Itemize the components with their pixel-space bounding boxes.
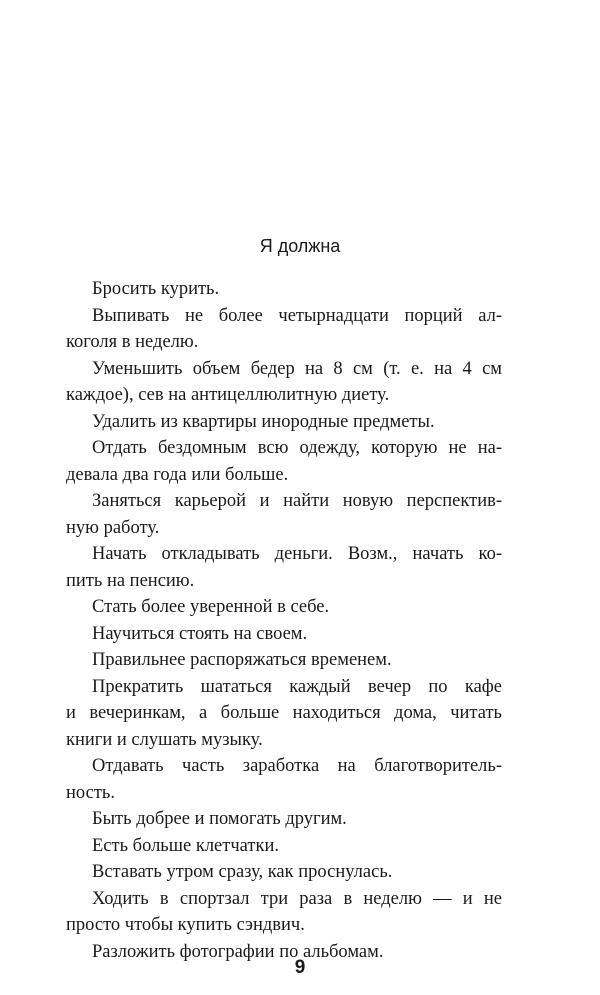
- resolution-item: [66, 356, 502, 409]
- resolution-item: [66, 647, 502, 674]
- text-line: Заняться карьерой и найти новую перспектив-: [92, 491, 502, 511]
- resolution-item: [66, 886, 502, 939]
- resolution-item: [66, 859, 502, 886]
- text-line: Правильнее распоряжаться временем.: [92, 650, 392, 670]
- text-line: Отдать бездомным всю одежду, которую не на-: [92, 438, 502, 458]
- text-line: Уменьшить объем бедер на 8 см (т. е. на 4 см: [92, 358, 502, 379]
- resolution-item: [66, 276, 502, 303]
- text-line: Научиться стоять на своем.: [92, 623, 308, 644]
- text-line: Стать более уверенной в себе.: [92, 597, 330, 617]
- resolution-item: [66, 409, 502, 436]
- text-line: и вечеринкам, а больше находиться дома, читать: [66, 703, 502, 723]
- section-heading: Я должна: [259, 236, 341, 256]
- text-line: Начать откладывать деньги. Возм., начать ко-: [92, 544, 502, 564]
- resolution-item: [66, 488, 502, 541]
- text-line: Быть добрее и помогать другим.: [92, 809, 347, 829]
- text-line: Прекратить шататься каждый вечер по кафе: [92, 676, 502, 697]
- page-number: 9: [294, 957, 306, 978]
- resolution-item: [66, 594, 502, 621]
- text-line: Выпивать не более четырнадцати порций ал-: [92, 305, 502, 326]
- text-line: каждое), сев на антицеллюлитную диету.: [66, 385, 390, 405]
- text-line: ность.: [66, 782, 115, 803]
- resolution-item: [66, 435, 502, 488]
- resolution-item: [66, 674, 502, 754]
- text-line: пить на пенсию.: [66, 570, 195, 591]
- resolution-list: [66, 276, 502, 965]
- resolution-item: [66, 806, 502, 833]
- text-line: девала два года или больше.: [66, 464, 289, 485]
- text-line: Вставать утром сразу, как проснулась.: [92, 862, 393, 882]
- text-line: просто чтобы купить сэндвич.: [66, 915, 305, 935]
- text-line: коголя в неделю.: [66, 332, 199, 352]
- resolution-item: [66, 833, 502, 860]
- text-line: Есть больше клетчатки.: [92, 835, 279, 856]
- resolution-item: [66, 621, 502, 648]
- resolution-item: [66, 303, 502, 356]
- text-line: книги и слушать музыку.: [66, 729, 263, 750]
- text-line: Ходить в спортзал три раза в неделю — и не: [92, 888, 502, 909]
- text-line: Бросить курить.: [92, 279, 220, 299]
- text-line: Разложить фотографии по альбомам.: [92, 941, 384, 962]
- text-line: Удалить из квартиры инородные предметы.: [92, 411, 435, 432]
- text-line: ную работу.: [66, 517, 160, 538]
- text-line: Отдавать часть заработка на благотворитель-: [92, 756, 502, 776]
- resolution-item: [66, 541, 502, 594]
- resolution-item: [66, 753, 502, 806]
